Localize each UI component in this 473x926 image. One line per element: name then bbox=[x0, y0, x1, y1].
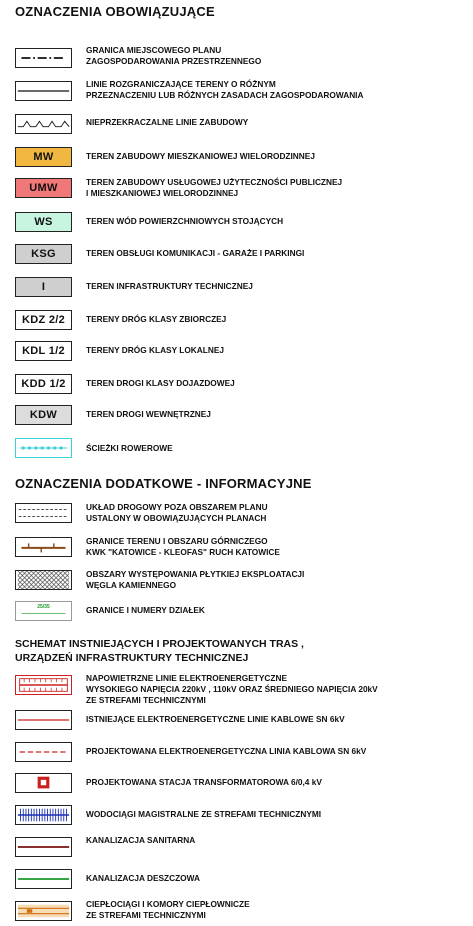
ws-symbol: WS bbox=[15, 212, 72, 232]
legend-label: KWK "KATOWICE - KLEOFAS" RUCH KATOWICE bbox=[86, 547, 280, 557]
plan-boundary-symbol bbox=[15, 48, 72, 68]
legend-label: UKŁAD DROGOWY POZA OBSZAREM PLANU bbox=[86, 502, 268, 512]
legend-label: OBSZARY WYSTĘPOWANIA PŁYTKIEJ EKSPLOATACJI bbox=[86, 569, 305, 579]
water-main-symbol bbox=[15, 805, 72, 825]
storm-sewer-symbol bbox=[15, 869, 72, 889]
i-symbol: I bbox=[15, 277, 72, 297]
kdd-symbol: KDD 1/2 bbox=[15, 374, 72, 394]
legend-label: NIEPRZEKRACZALNE LINIE ZABUDOWY bbox=[86, 117, 249, 127]
section-title-line: URZĄDZEŃ INFRASTRUKTURY TECHNICZNEJ bbox=[15, 652, 249, 664]
legend-label: PRZEZNACZENIU LUB RÓŻNYCH ZASADACH ZAGOSPODAROWANIA bbox=[86, 90, 364, 100]
legend-label: TEREN INFRASTRUKTURY TECHNICZNEJ bbox=[86, 281, 253, 291]
legend-label: TEREN WÓD POWIERZCHNIOWYCH STOJĄCYCH bbox=[86, 216, 284, 226]
ksg-symbol: KSG bbox=[15, 244, 72, 264]
legend-label: ZE STREFAMI TECHNICZNYMI bbox=[86, 695, 206, 705]
legend-label: PROJEKTOWANA ELEKTROENERGETYCZNA LINIA KABLOWA SN 6kV bbox=[86, 746, 367, 756]
section-title-infrastructure bbox=[15, 637, 304, 665]
legend-label: TEREN DROGI KLASY DOJAZDOWEJ bbox=[86, 378, 235, 388]
section-title-mandatory: OZNACZENIA OBOWIĄZUJĄCE bbox=[15, 4, 215, 19]
legend-label: PROJEKTOWANA STACJA TRANSFORMATOROWA 6/0,4 kV bbox=[86, 777, 322, 787]
legend-label: ŚCIEŻKI ROWEROWE bbox=[86, 443, 173, 453]
legend-label: WĘGLA KAMIENNEGO bbox=[86, 580, 177, 590]
existing-cable-symbol bbox=[15, 710, 72, 730]
transformer-station-symbol bbox=[15, 773, 72, 793]
legend-label: KANALIZACJA DESZCZOWA bbox=[86, 873, 201, 883]
legend-label: TEREN DROGI WEWNĘTRZNEJ bbox=[86, 409, 211, 419]
mining-area-symbol bbox=[15, 537, 72, 557]
legend-label: LINIE ROZGRANICZAJĄCE TERENY O RÓŻNYM bbox=[86, 79, 276, 89]
legend-label: ISTNIEJĄCE ELEKTROENERGETYCZNE LINIE KABLOWE SN 6kV bbox=[86, 714, 345, 724]
legend-label: TERENY DRÓG KLASY LOKALNEJ bbox=[86, 345, 224, 355]
heating-pipeline-symbol bbox=[15, 901, 72, 921]
legend-label: GRANICE TERENU I OBSZARU GÓRNICZEGO bbox=[86, 536, 268, 546]
legend-label: TERENY DRÓG KLASY ZBIORCZEJ bbox=[86, 314, 227, 324]
demarcation-line-symbol bbox=[15, 81, 72, 101]
legend-label: WODOCIĄGI MAGISTRALNE ZE STREFAMI TECHNICZNYMI bbox=[86, 809, 322, 819]
mw-symbol: MW bbox=[15, 147, 72, 167]
legend-label: CIEPŁOCIĄGI I KOMORY CIEPŁOWNICZE bbox=[86, 899, 250, 909]
legend-label: NAPOWIETRZNE LINIE ELEKTROENERGETYCZNE bbox=[86, 673, 287, 683]
legend-label: KANALIZACJA SANITARNA bbox=[86, 835, 196, 845]
projected-cable-symbol bbox=[15, 742, 72, 762]
kdl-symbol: KDL 1/2 bbox=[15, 341, 72, 361]
legend-label: GRANICA MIEJSCOWEGO PLANU bbox=[86, 45, 222, 55]
legend-label: TEREN ZABUDOWY MIESZKANIOWEJ WIELORODZINNEJ bbox=[86, 151, 315, 161]
kdz-symbol: KDZ 2/2 bbox=[15, 310, 72, 330]
umw-symbol: UMW bbox=[15, 178, 72, 198]
bike-path-symbol bbox=[15, 438, 72, 458]
kdw-symbol: KDW bbox=[15, 405, 72, 425]
legend-label: USTALONY W OBOWIĄZUJĄCYCH PLANACH bbox=[86, 513, 267, 523]
building-line-symbol bbox=[15, 114, 72, 134]
legend-label: TEREN OBSŁUGI KOMUNIKACJI - GARAŻE I PARKINGI bbox=[86, 248, 305, 258]
parcel-number: 25/35 bbox=[37, 604, 50, 610]
legend-label: TEREN ZABUDOWY USŁUGOWEJ UŻYTECZNOŚCI PUBLICZNEJ bbox=[86, 177, 343, 187]
road-layout-symbol bbox=[15, 503, 72, 523]
legend-label: GRANICE I NUMERY DZIAŁEK bbox=[86, 605, 205, 615]
parcel-symbol bbox=[15, 601, 72, 621]
legend-label: ZAGOSPODAROWANIA PRZESTRZENNEGO bbox=[86, 56, 262, 66]
legend-label: I MIESZKANIOWEJ WIELORODZINNEJ bbox=[86, 188, 239, 198]
shallow-exploitation-symbol bbox=[15, 570, 72, 590]
section-title-line: SCHEMAT INSTNIEJĄCYCH I PROJEKTOWANYCH TRAS , bbox=[15, 638, 304, 650]
legend-label: WYSOKIEGO NAPIĘCIA 220kV , 110kV ORAZ ŚREDNIEGO NAPIĘCIA 20kV bbox=[86, 684, 378, 694]
overhead-line-symbol bbox=[15, 675, 72, 695]
sanitary-sewer-symbol bbox=[15, 837, 72, 857]
legend-label: ZE STREFAMI TECHNICZNYMI bbox=[86, 910, 206, 920]
section-title-informational: OZNACZENIA DODATKOWE - INFORMACYJNE bbox=[15, 476, 312, 491]
